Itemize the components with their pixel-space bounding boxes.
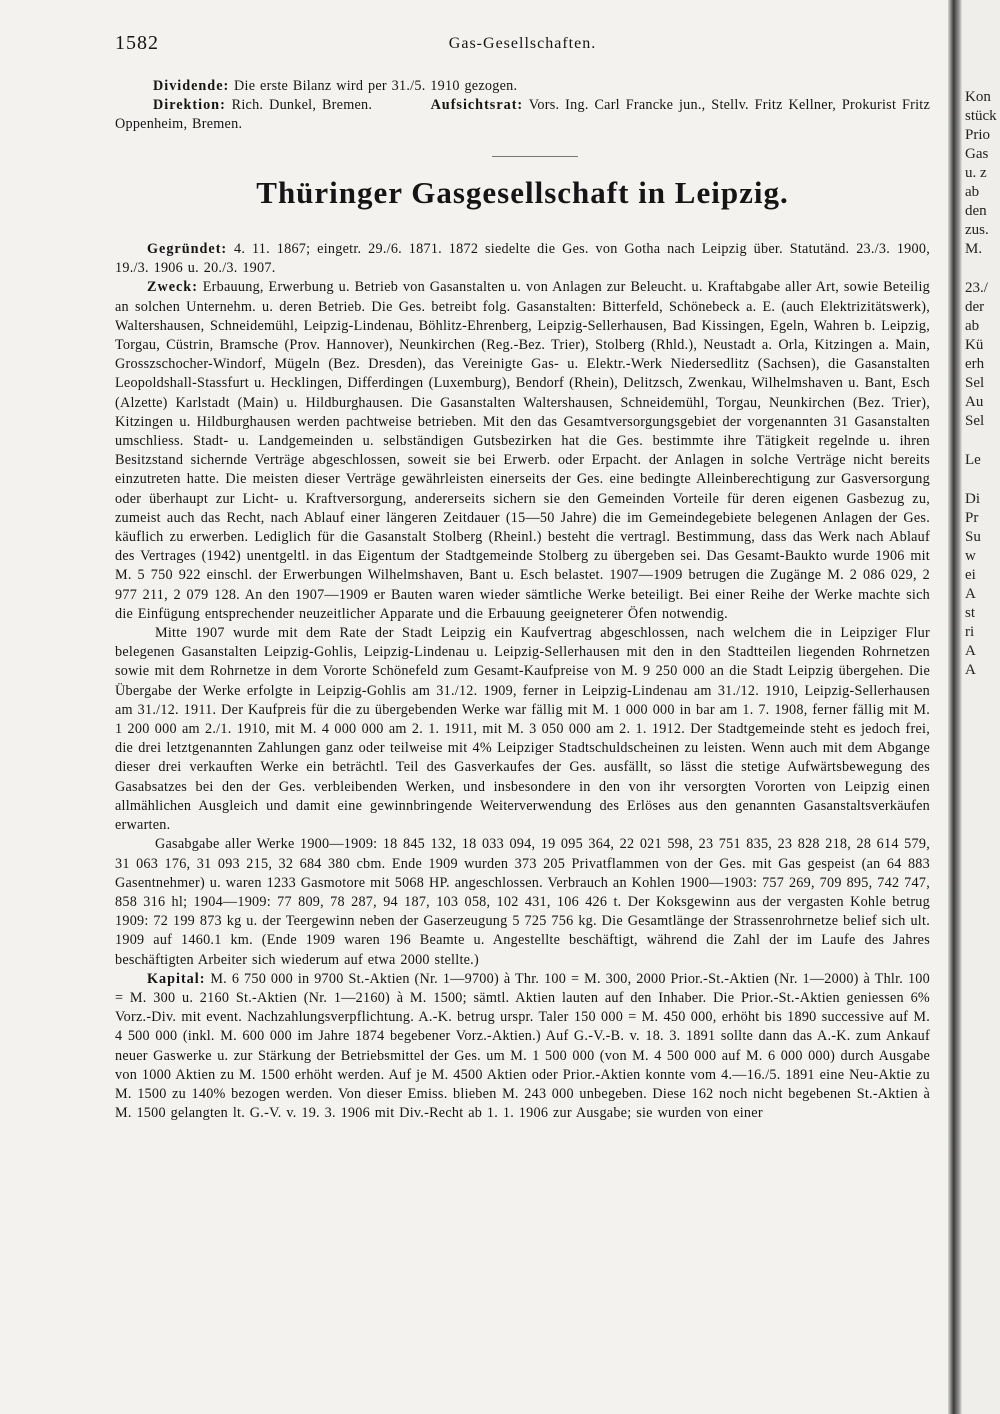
adjacent-page-fragment: Pr (965, 510, 979, 526)
dividende-paragraph (115, 77, 930, 96)
direktion-paragraph (115, 96, 930, 134)
kapital-label: Kapital: (147, 970, 206, 987)
adjacent-page-fragment: ei (965, 567, 976, 583)
section-divider (492, 156, 578, 157)
adjacent-page-fragment: A (965, 586, 976, 602)
zweck-text: Erbauung, Erwerbung u. Betrieb von Gasanstalten u. von Anlagen zur Beleucht. u. Kraftabgabe aller Art, sowie Beteilig an solchen Unternehm. u. deren Betrieb. Die Ges. betreibt folg. Gasanstalten: Bitterfeld, Schönebeck a. E. (auch Elektrizitätswerk), Waltershausen, Schneidemühl, Leipzig-Lindenau, Böhlitz-Ehrenberg, Leipzig-Sellerhausen, Bad Kissingen, Egeln, Wahren b. Leipzig, Torgau, Cüstrin, Bramsche (Prov. Hannover), Neunkirchen (Reg.-Bez. Trier), Stolberg (Rhld.), Neustadt a. Orla, Kitzingen a. Main, Grosszschocher-Windorf, Mügeln (Bez. Dresden), das Vereinigte Gas- u. Elektr.-Werk Niedersedlitz (Sachsen), die Gasanstalten Leopoldshall-Stassfurt u. Hecklingen, Differdingen (Luxemburg), Bendorf (Rhein), Delitzsch, Zwenkau, Wilhelmshaven u. Bant, Esch (Alzette) Karlstadt (Main) u. Hildburghausen. Die Gasanstalten Waltershausen, Schneidemühl, Torgau, Neunkirchen (Bez. Trier), Kitzingen u. Hildburghausen werden pachtweise betrieben. Mit den das Gesamtversorgungsgebiet der vorgenannten 31 Gasanstalten umschliess. Stadt- u. Landgemeinden u. selbständigen Gutsbezirken hat die Ges. bestimmte ihre Tätigkeit regelnde u. ihren Besitzstand sichernde Verträge abgeschlossen, soweit sie bei Erwerb. oder Erpacht. der Anlagen in solche Verträge nicht bereits einzutreten hatte. Die meisten dieser Verträge gewährleisten einerseits der Ges. eine bedingte Alleinberechtigung zur Gasversorgung oder überhaupt zur Licht- u. Kraftversorgung, andererseits sichern sie den Gemeinden Vorteile für deren eigenen Gasbezug zu, zumeist auch das Recht, nach Ablauf einer längeren Zeitdauer (15—50 Jahre) die im Gemeindegebiete belegenen Anlagen der Ges. käuflich zu erwerben. Lediglich für die Gasanstalt Stolberg (Rheinl.) besteht die vertragl. Bestimmung, dass das Werk nach Ablauf des Vertrages (1942) unentgeltl. in das Eigentum der Stadtgemeinde Stolberg zu übergeben sei. Das Gesamt-Baukto wurde 1906 mit M. 5 750 922 einschl. der Erwerbungen Wilhelmshaven, Bant u. Esch belastet. 1907—1909 betrugen die Zugänge M. 2 086 029, 2 977 211, 2 079 128. An den 1907—1909 er Bauten waren wieder sämtliche Werke beteiligt. Bei einer Reihe der Werke machte sich die Einfügung entsprechender neuzeitlicher Apparate und die Erbauung geeigneterer Öfen notwendig. (115, 279, 930, 622)
adjacent-page-fragment: ri (965, 624, 975, 640)
gegruendet-text: 4. 11. 1867; eingetr. 29./6. 1871. 1872 siedelte die Ges. von Gotha nach Leipzig über. Statutänd. 23./3. 1900, 19./3. 1906 u. 20./3. 1907. (115, 241, 931, 277)
adjacent-page-fragment: u. z (965, 165, 987, 181)
adjacent-page-fragment: ab (965, 184, 980, 200)
adjacent-page-fragment: Prio (965, 127, 991, 143)
adjacent-page-fragment: 23./ (965, 280, 988, 296)
adjacent-page-fragment: Su (965, 529, 981, 545)
adjacent-page-fragment: Le (965, 452, 981, 468)
adjacent-page-fragment: Sel (965, 375, 985, 391)
zweck-label: Zweck: (147, 279, 198, 296)
adjacent-page-fragment: Gas (965, 146, 989, 162)
dividende-text: Die erste Bilanz wird per 31./5. 1910 gezogen. (234, 78, 518, 94)
adjacent-page-fragment: A (965, 662, 976, 678)
adjacent-page-fragment: ab (965, 318, 980, 334)
gasabgabe-paragraph: Gasabgabe aller Werke 1900—1909: 18 845 132, 18 033 094, 19 095 364, 22 021 598, 23 751 835, 23 828 218, 28 614 579, 31 063 176, 31 093 215, 32 684 380 cbm. Ende 1909 wurden 373 205 Privatflammen von der Ges. mit Gas gespeist (an 64 883 Gasentnehmer) u. waren 1233 Gasmotore mit 5068 HP. angeschlossen. Verbrauch an Kohlen 1900—1903: 757 269, 709 895, 742 747, 858 316 hl; 1904—1909: 77 809, 78 287, 94 187, 103 058, 102 431, 106 426 t. Der Koksgewinn aus der vergasten Kohle betrug 1909: 72 199 873 kg u. der Teergewinn neben der Gaserzeugung 5 725 756 kg. Die Gesamtlänge der Strassenrohrnetze belief sich ult. 1909 auf 1460.1 km. (Ende 1909 waren 196 Beamte u. Angestellte beschäftigt, während die Zahl der im Laufe des Jahres beschäftigten Arbeiter sich wiederum auf etwa 2000 stellte.) (115, 836, 930, 968)
aufsichtsrat-label: Aufsichtsrat: (430, 97, 524, 114)
company-entry (115, 240, 930, 1123)
dividende-label: Dividende: (153, 78, 230, 94)
adjacent-page-fragment: w (965, 548, 976, 564)
aufsichtsrat-text: Vors. Ing. Carl Francke jun., Stellv. Fritz Kellner, Prokurist Fritz Oppenheim, Bremen. (115, 97, 931, 133)
adjacent-page-fragment: Au (965, 394, 984, 410)
page-header (115, 32, 930, 56)
adjacent-page-fragment: Kon (965, 89, 991, 105)
running-head: Gas-Gesellschaften. (448, 35, 597, 52)
page-number: 1582 (115, 32, 159, 54)
adjacent-page-fragment: den (965, 203, 987, 219)
adjacent-page-fragment: Kü (965, 337, 984, 353)
company-title: Thüringer Gasgesellschaft in Leipzig. (256, 175, 789, 210)
adjacent-page-fragment: Di (965, 491, 980, 507)
direktion-text: Rich. Dunkel, Bremen. (231, 97, 373, 114)
adjacent-page-fragment: M. (965, 241, 983, 257)
direktion-label: Direktion: (153, 97, 226, 114)
adjacent-page-fragment: A (965, 643, 976, 659)
kaufvertrag-paragraph: Mitte 1907 wurde mit dem Rate der Stadt Leipzig ein Kaufvertrag abgeschlossen, nach welchem die in Leipziger Flur belegenen Gasanstalten Leipzig-Gohlis, Leipzig-Lindenau u. Leipzig-Sellerhausen mit den in den Stadtteilen liegenden Rohrnetzen sowie mit dem Rohrnetze in dem Vororte Schönefeld zum Gesamt-Kaufpreise von M. 9 250 000 an die Stadt Leipzig übergehen. Die Übergabe der Werke erfolgte in Leipzig-Gohlis am 31./12. 1909, ferner in Leipzig-Lindenau am 31./12. 1910, Leipzig-Sellerhausen am 31./12. 1911. Der Kaufpreis für die zu übergebenden Werke war fällig mit M. 1 000 000 in bar am 1. 7. 1908, ferner fällig mit M. 1 200 000 am 2./1. 1910, mit M. 4 000 000 am 2. 1. 1911, mit M. 3 050 000 am 2. 1. 1912. Der Stadtgemeinde steht es jedoch frei, die drei letztgenannten Zahlungen ganz oder teilweise mit 4% Leipziger Stadtschuldscheinen zu leisten. Wenn auch mit dem Abgange dieser drei verkauften Werke ein beträchtl. Teil des Gasverkaufes der Ges. ausfällt, so lässt die stetige Aufwärtsbewegung des Gasabsatzes bei den der Ges. verbleibenden Werken, und insbesondere in den von ihr versorgten Vororten von Leipzig einen allmählichen Ausgleich und damit eine gewinnbringende Weiterverwendung des Erlöses aus den genannten Gasanstaltsverkäufen erwarten. (115, 625, 930, 834)
adjacent-page-fragment: zus. (965, 222, 989, 238)
gegruendet-paragraph (115, 240, 930, 278)
book-spine-shadow (948, 0, 962, 1414)
previous-entry-tail (115, 77, 930, 135)
kapital-text: M. 6 750 000 in 9700 St.-Aktien (Nr. 1—9700) à Thr. 100 = M. 300, 2000 Prior.-St.-Aktien (Nr. 1—2000) à Thlr. 100 = M. 300 u. 2160 St.-Aktien (Nr. 1—2160) à M. 1500; sämtl. Aktien lauten auf den Inhaber. Die Prior.-St.-Aktien geniessen 6% Vorz.-Div. mit event. Nachzahlungsverpflichtung. A.-K. betrug urspr. Taler 150 000 = M. 450 000, erhöht bis 1890 successive auf M. 4 500 000 (inkl. M. 600 000 im Jahre 1874 begebener Vorz.-Aktien.) Auf G.-V.-B. v. 18. 3. 1891 sollte dann das A.-K. zum Ankauf neuer Gaswerke u. zur Stärkung der Betriebsmittel der Ges. um M. 1 500 000 (von M. 4 500 000 auf M. 6 000 000) durch Ausgabe von 1000 Aktien zu M. 1500 erhöht werden. Auf je M. 4500 Aktien oder Prior.-Aktien konnte vom 4.—16./5. 1891 eine Neu-Aktie zu M. 1500 zu 140% bezogen werden. Von dieser Emiss. blieben M. 243 000 unbegeben. Diese 162 noch nicht begebenen St.-Aktien à M. 1500 gelangten lt. G.-V. v. 19. 3. 1906 mit Div.-Recht ab 1. 1. 1906 zur Ausgabe; sie wurden von einer (115, 970, 930, 1122)
adjacent-page-fragment: erh (965, 356, 985, 372)
adjacent-page-fragment: stück (965, 108, 997, 124)
adjacent-page-fragment: st (965, 605, 976, 621)
adjacent-page-fragment: Sel (965, 413, 985, 429)
kapital-paragraph (115, 970, 930, 1124)
gegruendet-label: Gegründet: (147, 241, 228, 257)
zweck-paragraph (115, 278, 930, 624)
adjacent-page-fragment: der (965, 299, 985, 315)
adjacent-page-edge (962, 0, 1000, 1414)
